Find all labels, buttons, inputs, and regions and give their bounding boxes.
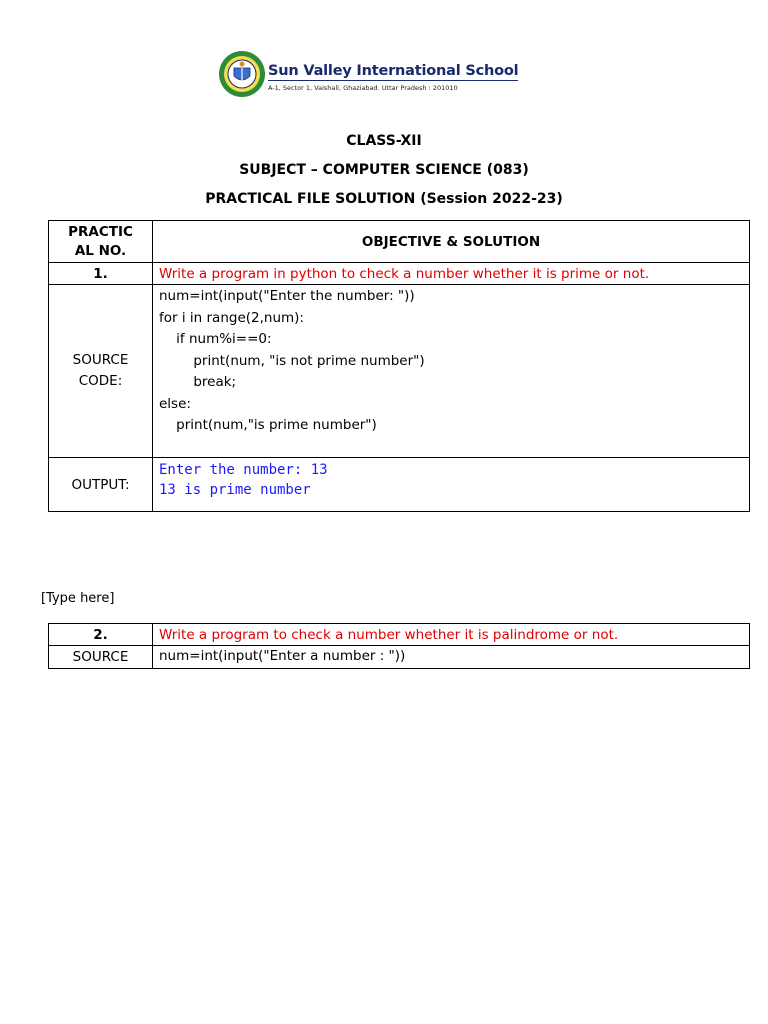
objective-text: Write a program in python to check a number whether it is prime or not. [153, 263, 750, 285]
code-line: else: [159, 395, 191, 412]
source-code-block [153, 285, 750, 458]
practical-no-header-line1: PRACTIC [68, 223, 133, 240]
source-label-line1: SOURCE [72, 352, 129, 368]
output-label: OUTPUT: [49, 458, 153, 512]
practical-table-2 [48, 623, 750, 669]
code-line: print(num,"is prime number") [159, 417, 377, 433]
objective-text: Write a program to check a number whether it is palindrome or not. [153, 624, 750, 646]
objective-solution-header: OBJECTIVE & SOLUTION [153, 221, 750, 263]
code-line: break; [159, 374, 237, 390]
source-code-row [49, 646, 750, 669]
code-line: num=int(input("Enter a number : ")) [153, 646, 750, 669]
practical-no-header-line2: AL NO. [74, 242, 127, 259]
class-title: CLASS-XII [346, 133, 422, 149]
code-line: print(num, "is not prime number") [159, 352, 425, 369]
practical-table-1 [48, 220, 750, 512]
practical-number: 1. [49, 263, 153, 285]
practical-no-header [49, 221, 153, 263]
code-line: if num%i==0: [159, 331, 272, 347]
source-label-line2: CODE: [78, 373, 123, 389]
objective-row [49, 263, 750, 285]
objective-row [49, 624, 750, 646]
code-line: for i in range(2,num): [159, 309, 304, 326]
output-line: Enter the number: 13 [159, 462, 328, 478]
school-address: A-1, Sector 1, Vaishali, Ghaziabad. Uttar Pradesh : 201010 [268, 84, 458, 92]
practical-file-title: PRACTICAL FILE SOLUTION (Session 2022-23) [205, 191, 563, 207]
source-code-row [49, 285, 750, 458]
source-code-label: SOURCE [49, 646, 153, 669]
school-name: Sun Valley International School [268, 63, 519, 79]
output-row [49, 458, 750, 512]
practical-number: 2. [49, 624, 153, 646]
subject-title: SUBJECT – COMPUTER SCIENCE (083) [239, 162, 529, 178]
code-line: num=int(input("Enter the number: ")) [159, 288, 415, 304]
source-code-label [49, 285, 153, 458]
school-header [218, 50, 518, 100]
table-header-row [49, 221, 750, 263]
output-line: 13 is prime number [159, 482, 311, 498]
output-block [153, 458, 750, 512]
type-here-placeholder: [Type here] [41, 591, 115, 606]
school-logo-icon [218, 50, 266, 98]
